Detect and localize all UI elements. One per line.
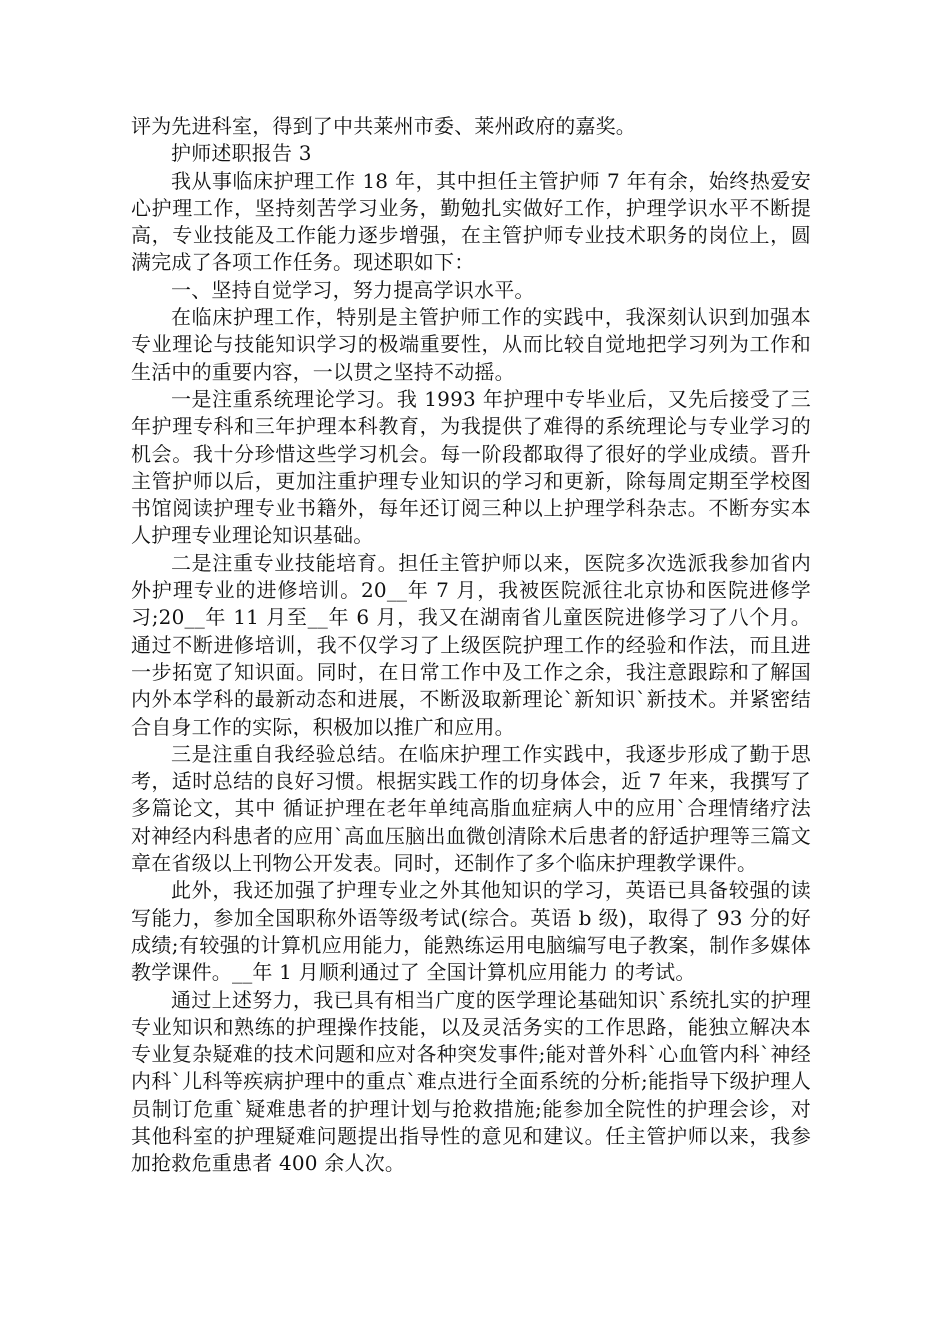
other-skills-paragraph: 此外，我还加强了护理专业之外其他知识的学习，英语已具备较强的读写能力，参加全国职称外语等级考试(综合。英语 b 级)，取得了 93 分的好成绩;有较强的计算机应用能力，能熟练运用电脑编写电子教案，制作多媒体教学课件。__年 1 月顺利通过了 全国计算机应用能力 的考试。 (131, 878, 811, 985)
continuation-paragraph: 评为先进科室，得到了中共莱州市委、莱州政府的嘉奖。 (131, 114, 636, 138)
point-two-paragraph: 二是注重专业技能培育。担任主管护师以来，医院多次选派我参加省内外护理专业的进修培训。20__年 7 月，我被医院派往北京协和医院进修学习;20__年 11 月至__年 6 月，我又在湖南省儿童医院进修学习了八个月。通过不断进修培训，我不仅学习了上级医院护理工作的经验和作法，而且进一步拓宽了知识面。同时，在日常工作中及工作之余，我注意跟踪和了解国内外本学科的最新动态和进展，不断汲取新理论`新知识`新技术。并紧密结合自身工作的实际，积极加以推广和应用。 (131, 550, 811, 739)
point-one-paragraph: 一是注重系统理论学习。我 1993 年护理中专毕业后，又先后接受了三年护理专科和三年护理本科教育，为我提供了难得的系统理论与专业学习的机会。我十分珍惜这些学习机会。每一阶段都取得了很好的学业成绩。晋升主管护师以后，更加注重护理专业知识的学习和更新，除每周定期至学校图书馆阅读护理专业书籍外，每年还订阅三种以上护理学科杂志。不断夯实本人护理专业理论知识基础。 (131, 386, 811, 548)
report-title: 护师述职报告 3 (171, 141, 312, 166)
point-three-paragraph: 三是注重自我经验总结。在临床护理工作实践中，我逐步形成了勤于思考，适时总结的良好习惯。根据实践工作的切身体会，近 7 年来，我撰写了多篇论文，其中 循证护理在老年单纯高脂血症病人中的应用`合理情绪疗法对神经内科患者的应用`高血压脑出血微创清除术后患者的舒适护理等三篇文章在省级以上刊物公开发表。同时，还制作了多个临床护理教学课件。 (131, 741, 811, 876)
section-body-paragraph: 在临床护理工作，特别是主管护师工作的实践中，我深刻认识到加强本专业理论与技能知识学习的极端重要性，从而比较自觉地把学习列为工作和生活中的重要内容，一以贯之坚持不动摇。 (131, 305, 811, 384)
document-page (131, 113, 811, 1178)
summary-paragraph: 通过上述努力，我已具有相当广度的医学理论基础知识`系统扎实的护理专业知识和熟练的护理操作技能，以及灵活务实的工作思路，能独立解决本专业复杂疑难的技术问题和应对各种突发事件;能对普外科`心血管内科`神经内科`儿科等疾病护理中的重点`难点进行全面系统的分析;能指导下级护理人员制订危重`疑难患者的护理计划与抢救措施;能参加全院性的护理会诊，对其他科室的护理疑难问题提出指导性的意见和建议。任主管护师以来，我参加抢救危重患者 400 余人次。 (131, 987, 811, 1176)
section-heading: 一、坚持自觉学习，努力提高学识水平。 (171, 277, 535, 302)
intro-paragraph: 我从事临床护理工作 18 年，其中担任主管护师 7 年有余，始终热爱安心护理工作，坚持刻苦学习业务，勤勉扎实做好工作，护理学识水平不断提高，专业技能及工作能力逐步增强，在主管护师专业技术职务的岗位上，圆满完成了各项工作任务。现述职如下： (131, 168, 811, 275)
